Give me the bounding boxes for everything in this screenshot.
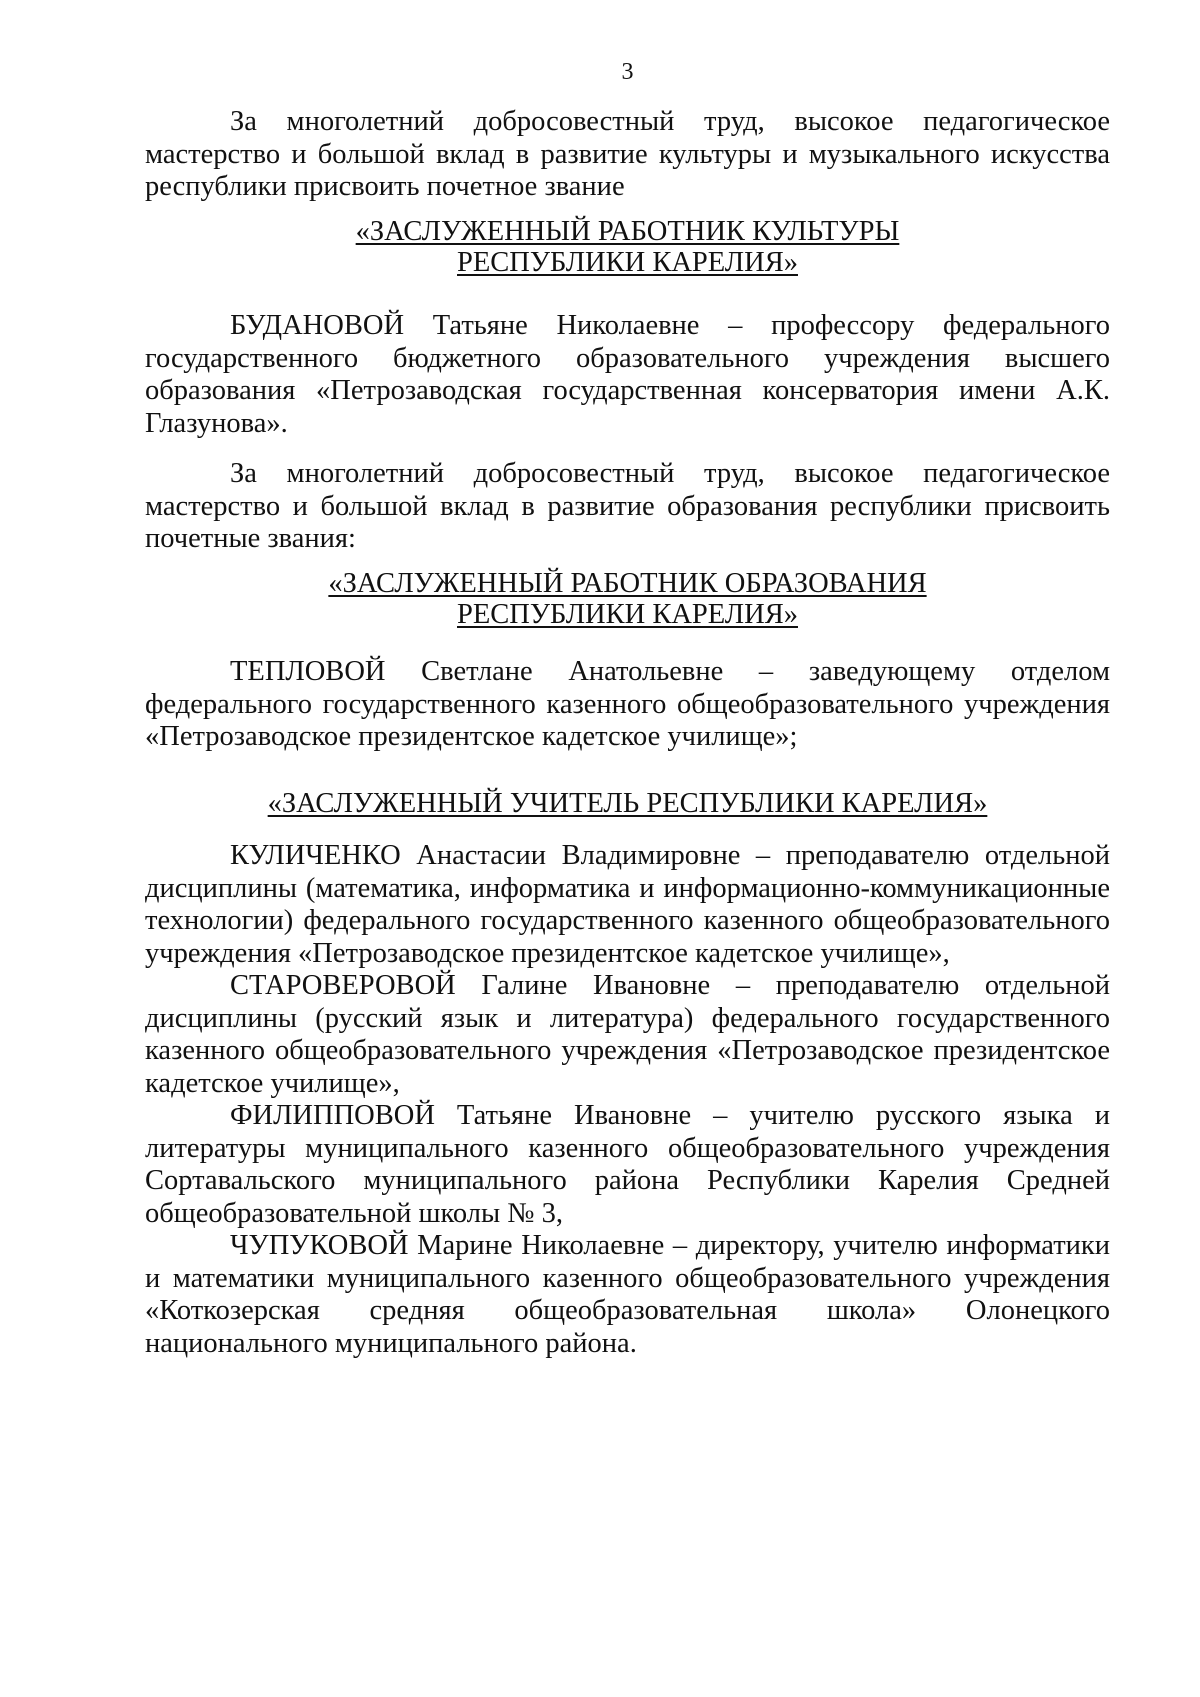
page-number: 3: [621, 59, 634, 85]
culture-award-title-line2: РЕСПУБЛИКИ КАРЕЛИЯ»: [457, 247, 798, 278]
teacher-recipient-item: ФИЛИППОВОЙ Татьяне Ивановне – учителю русского языка и литературы муниципального казенного общеобразовательного учреждения Сортавальского муниципального района Республики Карелия Средней общеобразовательной школы № 3,: [145, 1100, 1110, 1229]
teacher-recipient-item: ЧУПУКОВОЙ Марине Николаевне – директору, учителю информатики и математики муниципального казенного общеобразовательного учреждения «Коткозерская средняя общеобразовательная школа» Олонецкого национального муниципального района.: [145, 1230, 1110, 1359]
culture-intro-paragraph: За многолетний добросовестный труд, высокое педагогическое мастерство и большой вклад в развитие культуры и музыкального искусства республики присвоить почетное звание: [145, 106, 1110, 202]
education-award-title: [145, 568, 1110, 630]
document-page: [145, 0, 1110, 1697]
teacher-recipient-item: СТАРОВЕРОВОЙ Галине Ивановне – преподавателю отдельной дисциплины (русский язык и литература) федерального государственного казенного общеобразовательного учреждения «Петрозаводское президентское кадетское училище»,: [145, 970, 1110, 1099]
education-award-title-line2: РЕСПУБЛИКИ КАРЕЛИЯ»: [457, 599, 798, 630]
teacher-award-title: [145, 788, 1110, 819]
teacher-award-title-line: «ЗАСЛУЖЕННЫЙ УЧИТЕЛЬ РЕСПУБЛИКИ КАРЕЛИЯ»: [267, 788, 988, 819]
culture-recipient-paragraph: БУДАНОВОЙ Татьяне Николаевне – профессору федерального государственного бюджетного образовательного учреждения высшего образования «Петрозаводская государственная консерватория имени А.К. Глазунова».: [145, 310, 1110, 439]
culture-award-title-line1: «ЗАСЛУЖЕННЫЙ РАБОТНИК КУЛЬТУРЫ: [355, 216, 900, 247]
teacher-recipient-list: [145, 840, 1110, 1360]
teacher-recipient-item: КУЛИЧЕНКО Анастасии Владимировне – преподавателю отдельной дисциплины (математика, информатика и информационно-коммуникационные технологии) федерального государственного казенного общеобразовательного учреждения «Петрозаводское президентское кадетское училище»,: [145, 840, 1110, 969]
education-award-title-line1: «ЗАСЛУЖЕННЫЙ РАБОТНИК ОБРАЗОВАНИЯ: [328, 568, 927, 599]
education-intro-paragraph: За многолетний добросовестный труд, высокое педагогическое мастерство и большой вклад в развитие образования республики присвоить почетные звания:: [145, 458, 1110, 554]
education-recipient-paragraph: ТЕПЛОВОЙ Светлане Анатольевне – заведующему отделом федерального государственного казенного общеобразовательного учреждения «Петрозаводское президентское кадетское училище»;: [145, 656, 1110, 752]
culture-award-title: [145, 216, 1110, 278]
